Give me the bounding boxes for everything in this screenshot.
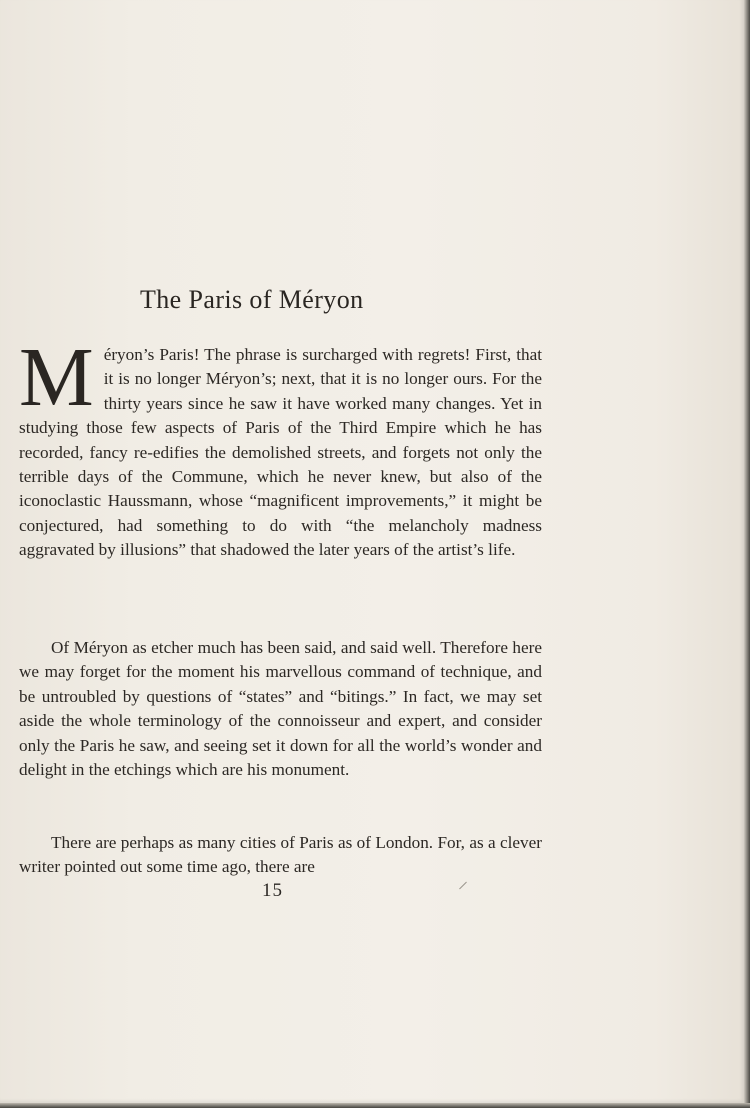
page-edge-right [744,0,750,1108]
paragraph-1 [19,331,542,563]
paragraph-2: Of Méryon as etcher much has been said, and said well. Therefore here we may forget for the moment his marvellous command of technique, and be untroubled by questions of “states” and “bitings.” In fact, we may set aside the whole terminology of the connoisseur and expert, and consider only the Paris he saw, and seeing set it down for all the world’s wonder and delight in the etchings which are his monument. [19,638,542,780]
drop-cap: M [19,331,94,424]
paragraph-1-text: éryon’s Paris! The phrase is surcharged with regrets! First, that it is no longer Méryon’s; next, that it is no longer ours. For the thirty years since he saw it have worked many changes. Yet in studying those few aspects of Paris of the Third Empire which he has recorded, fancy re-edifies the demolished streets, and forgets not only the terrible days of the Commune, which he never knew, but also of the iconoclastic Haussmann, whose “magnificent improvements,” it might be conjectured, had something to do with “the melancholy madness aggravated by illusions” that shadowed the later years of the artist’s life. [19,345,542,560]
paragraph-3: There are perhaps as many cities of Paris as of London. For, as a clever writer pointed out some time ago, there are [19,833,542,877]
page-edge-bottom [0,1103,750,1108]
chapter-title: The Paris of Méryon [140,285,364,314]
page-number: 15 [262,880,283,901]
pencil-mark [459,882,467,890]
